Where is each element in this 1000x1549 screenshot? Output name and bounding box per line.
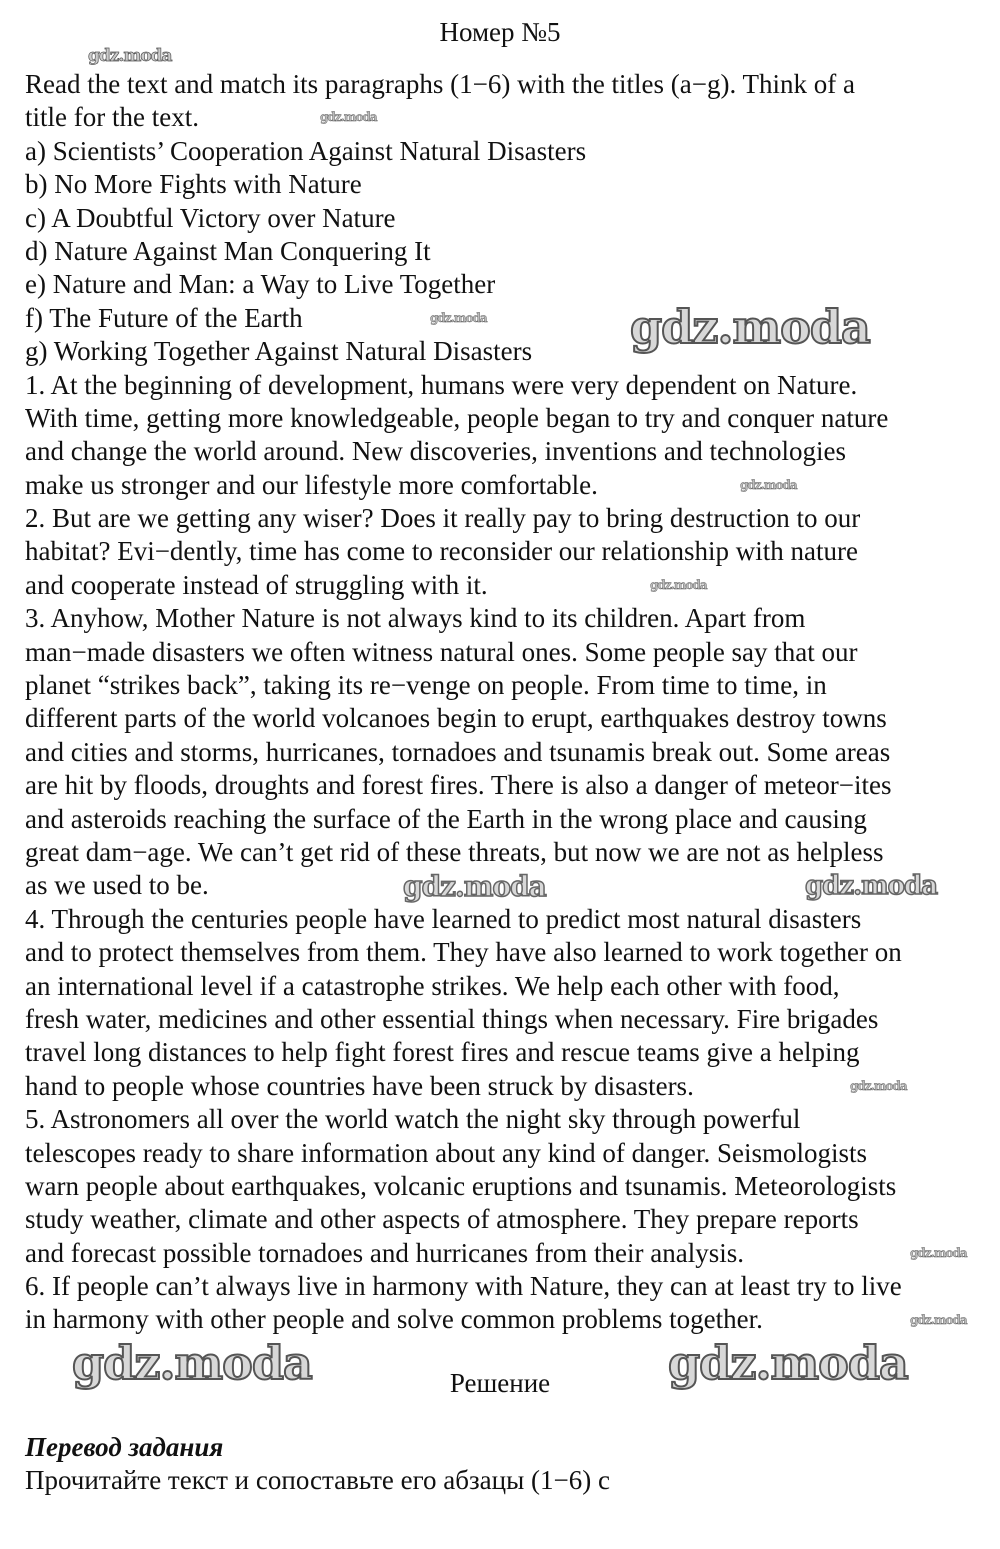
text-line: make us stronger and our lifestyle more comfortable. xyxy=(25,469,598,500)
text-line: 1. At the beginning of development, humans were very dependent on Nature. xyxy=(25,369,858,400)
watermark-logo: gdz.moda xyxy=(430,311,487,325)
watermark-logo: gdz.moda xyxy=(403,870,546,903)
watermark-logo: gdz.moda xyxy=(910,1313,967,1327)
translation-text: Прочитайте текст и сопоставьте его абзацы (1−6) с xyxy=(25,1465,610,1495)
text-line: an international level if a catastrophe strikes. We help each other with food, xyxy=(25,970,840,1001)
text-line: c) A Doubtful Victory over Nature xyxy=(25,202,396,233)
text-line: hand to people whose countries have been struck by disasters. xyxy=(25,1070,694,1101)
watermark-logo: gdz.moda xyxy=(630,300,870,354)
text-line: study weather, climate and other aspects of atmosphere. They prepare reports xyxy=(25,1204,859,1235)
text-line: and asteroids reaching the surface of the Earth in the wrong place and causing xyxy=(25,803,867,834)
text-line: b) No More Fights with Nature xyxy=(25,169,362,200)
text-line: a) Scientists’ Cooperation Against Natural Disasters xyxy=(25,135,587,166)
text-line: in harmony with other people and solve common problems together. xyxy=(25,1304,763,1335)
task-text xyxy=(25,68,1000,1337)
text-line: e) Nature and Man: a Way to Live Together xyxy=(25,269,496,300)
text-line: d) Nature Against Man Conquering It xyxy=(25,235,431,266)
text-line: and to protect themselves from them. They have also learned to work together on xyxy=(25,937,902,968)
text-line: telescopes ready to share information about any kind of danger. Seismologists xyxy=(25,1137,868,1168)
text-line: With time, getting more knowledgeable, people began to try and conquer nature xyxy=(25,402,889,433)
text-line: different parts of the world volcanoes begin to erupt, earthquakes destroy towns xyxy=(25,703,887,734)
watermark-logo: gdz.moda xyxy=(668,1336,908,1390)
text-line: habitat? Evi−dently, time has come to reconsider our relationship with nature xyxy=(25,536,858,567)
text-line: as we used to be. xyxy=(25,870,209,901)
page-title: Номер №5 xyxy=(439,17,561,47)
text-line: 2. But are we getting any wiser? Does it really pay to bring destruction to our xyxy=(25,503,861,534)
text-line: and cities and storms, hurricanes, tornadoes and tsunamis break out. Some areas xyxy=(25,736,891,767)
text-line: are hit by floods, droughts and forest fires. There is also a danger of meteor−ites xyxy=(25,770,892,801)
solution-heading: Решение xyxy=(449,1368,551,1398)
text-line: travel long distances to help fight forest fires and rescue teams give a helping xyxy=(25,1037,860,1068)
translation-heading: Перевод задания xyxy=(25,1432,224,1462)
text-line: 4. Through the centuries people have learned to predict most natural disasters xyxy=(25,903,862,934)
text-line: warn people about earthquakes, volcanic eruptions and tsunamis. Meteorologists xyxy=(25,1170,897,1201)
text-line: fresh water, medicines and other essential things when necessary. Fire brigades xyxy=(25,1003,879,1034)
text-line: Read the text and match its paragraphs (1−6) with the titles (a−g). Think of a xyxy=(25,69,855,99)
watermark-logo: gdz.moda xyxy=(910,1246,967,1260)
text-line: planet “strikes back”, taking its re−venge on people. From time to time, in xyxy=(25,670,827,701)
watermark-logo: gdz.moda xyxy=(72,1336,312,1390)
watermark-logo: gdz.moda xyxy=(850,1079,907,1093)
text-line: and forecast possible tornadoes and hurricanes from their analysis. xyxy=(25,1237,745,1268)
text-line: 3. Anyhow, Mother Nature is not always kind to its children. Apart from xyxy=(25,603,806,634)
text-line: 6. If people can’t always live in harmony with Nature, they can at least try to live xyxy=(25,1271,902,1302)
text-line: g) Working Together Against Natural Disasters xyxy=(25,336,533,367)
text-line: and cooperate instead of struggling with it. xyxy=(25,569,488,600)
text-line: f) The Future of the Earth xyxy=(25,302,303,333)
text-line: 5. Astronomers all over the world watch the night sky through powerful xyxy=(25,1104,801,1135)
watermark-logo: gdz.moda xyxy=(320,110,377,124)
text-line: man−made disasters we often witness natural ones. Some people say that our xyxy=(25,636,858,667)
watermark-logo: gdz.moda xyxy=(88,46,172,66)
text-line: and change the world around. New discoveries, inventions and technologies xyxy=(25,436,847,467)
text-line: title for the text. xyxy=(25,102,199,133)
text-line: great dam−age. We can’t get rid of these threats, but now we are not as helpless xyxy=(25,836,884,867)
watermark-logo: gdz.moda xyxy=(740,478,797,492)
watermark-logo: gdz.moda xyxy=(805,871,938,901)
watermark-logo: gdz.moda xyxy=(650,578,707,592)
